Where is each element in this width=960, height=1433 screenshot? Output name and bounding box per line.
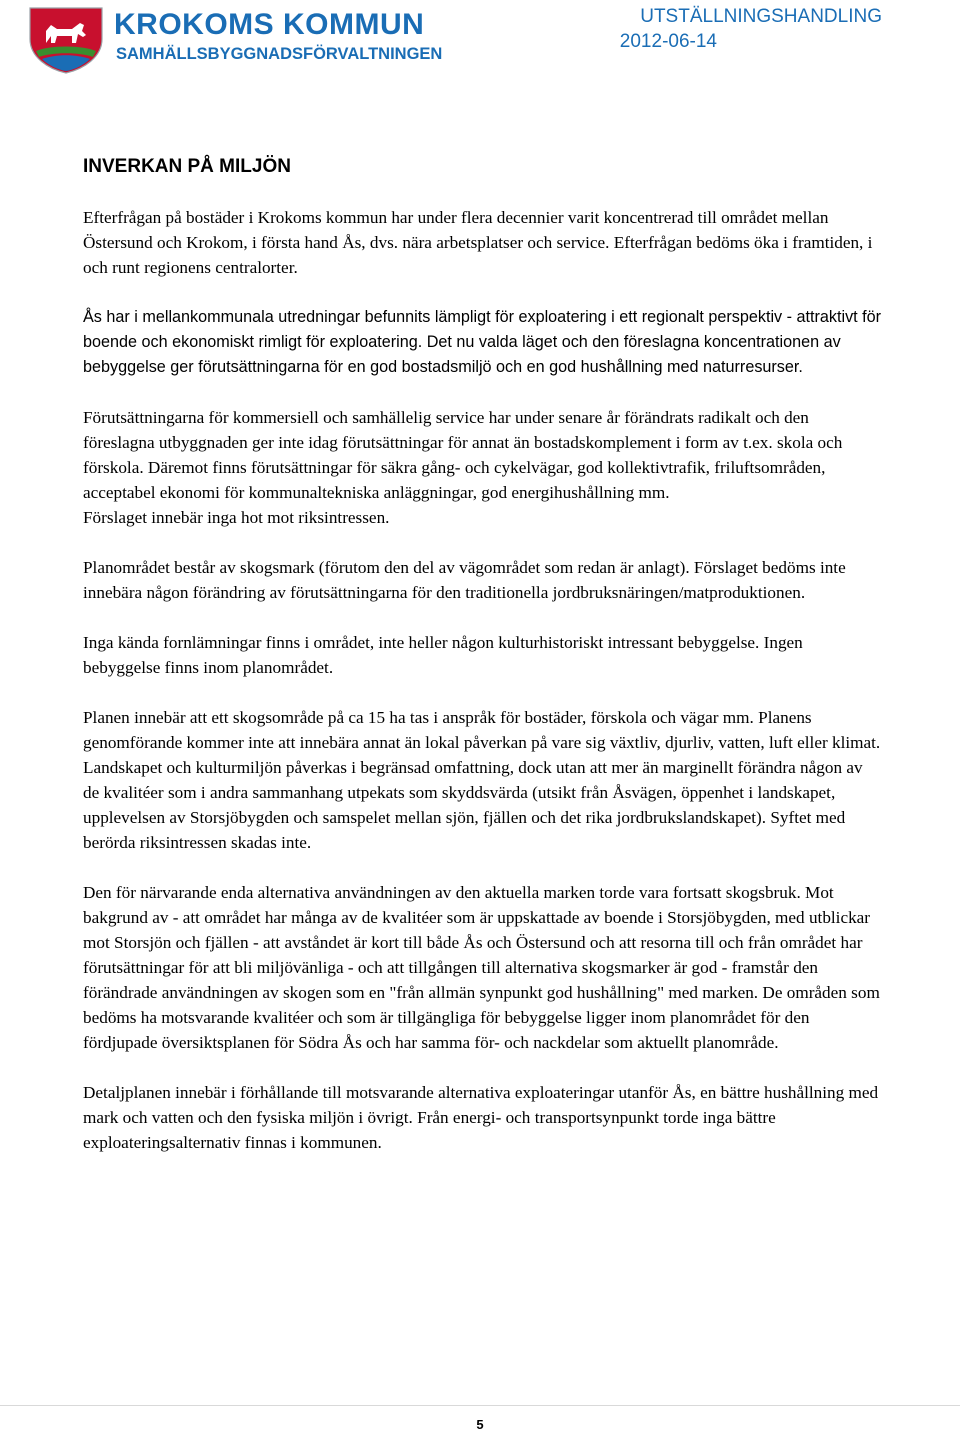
department-name: SAMHÄLLSBYGGNADSFÖRVALTNINGEN <box>116 45 443 63</box>
municipal-coat-of-arms-icon <box>26 5 106 75</box>
document-type: UTSTÄLLNINGSHANDLING <box>640 6 882 27</box>
document-date: 2012-06-14 <box>619 31 717 52</box>
paragraph-regional-perspective: Ås har i mellankommunala utredningar befunnits lämpligt för exploatering i ett regionalt perspektiv - attraktivt för boende och ekonomiskt rimligt för exploatering. Det nu valda läget och den föreslagna koncentrationen av bebyggelse ger förutsättningarna för en god bostadsmiljö och en god hushållning med naturresurser. <box>83 308 882 376</box>
paragraph-demand: Efterfrågan på bostäder i Krokoms kommun har under flera decennier varit koncentrerad till området mellan Östersund och Krokom, i första hand Ås, dvs. nära arbetsplatser och service. Efterfrågan bedöms öka i framtiden, i och runt regionens centralorter. <box>83 208 873 277</box>
paragraph-detail-plan: Detaljplanen innebär i förhållande till motsvarande alternativa exploateringar utanför Ås, en bättre hushållning med mark och vatten och den fysiska miljön i övrigt. Från energi- och transportsynpunkt torde inga bättre exploateringsalternativ finnas i kommunen. <box>83 1083 879 1152</box>
paragraph-ancient-monuments: Inga kända fornlämningar finns i området, inte heller någon kulturhistoriskt intressant bebyggelse. Ingen bebyggelse finns inom planområdet. <box>83 633 803 677</box>
paragraph-service: Förutsättningarna för kommersiell och samhällelig service har under senare år förändrats radikalt och den föreslagna utbyggnaden ger inte idag förutsättningar för annat än bostadskomplement i form av t.ex. skola och förskola. Däremot finns förutsättningar för säkra gång- och cykelvägar, god kollektivtrafik, friluftsområden, acceptabel ekonomi för kommunaltekniska anläggningar, god energihushållning mm. <box>83 408 843 502</box>
paragraph-forest-land: Planområdet består av skogsmark (förutom den del av vägområdet som redan är anlagt). Förslaget bedöms inte innebära någon förändring av förutsättningarna för den traditionella jordbruksnäringen/matproduktionen. <box>83 558 846 602</box>
paragraph-plan-impact: Planen innebär att ett skogsområde på ca 15 ha tas i anspråk för bostäder, förskola och vägar mm. Planens genomförande kommer inte att innebära annat än lokal påverkan på vare sig växtliv, djurliv, vatten, luft eller klimat. Landskapet och kulturmiljön påverkas i begränsad omfattning, dock utan att mer än marginellt förändra någon av de kvalitéer som i andra sammanhang utpekats som skyddsvärda (utsikt från Åsvägen, öppenhet i landskapet, upplevelsen av Storsjöbygden och samspelet mellan sjön, fjällen och det rika jordbrukslandskapet). Syftet med berörda riksintressen skadas inte. <box>83 708 881 852</box>
document-body <box>83 205 883 1180</box>
paragraph-alternative-use: Den för närvarande enda alternativa användningen av den aktuella marken torde vara fortsatt skogsbruk. Mot bakgrund av - att området har många av de kvalitéer som är uppskattade av boende i Storsjöbygden, med utblickar mot Storsjön och fjällen - att avståndet är kort till både Ås och Östersund och att resorna till och från området har förutsättningar för att bli miljövänliga - och att tillgången till alternativa skogsmarker är god - framstår den förändrade användningen av skogen som en "från allmän synpunkt god hushållning" med marken. De områden som bedöms ha motsvarande kvalitéer och som är tillgängliga för bebyggelse ligger inom planområdet för den fördjupade översiktsplanen för Södra Ås och har samma för- och nackdelar som aktuellt planområde. <box>83 883 880 1052</box>
document-header <box>0 0 960 80</box>
paragraph-national-interests: Förslaget innebär inga hot mot riksintressen. <box>83 508 390 527</box>
organization-name: KROKOMS KOMMUN <box>114 8 425 41</box>
page-number: 5 <box>476 1417 484 1432</box>
section-heading: INVERKAN PÅ MILJÖN <box>83 156 291 177</box>
footer-divider <box>0 1405 960 1406</box>
